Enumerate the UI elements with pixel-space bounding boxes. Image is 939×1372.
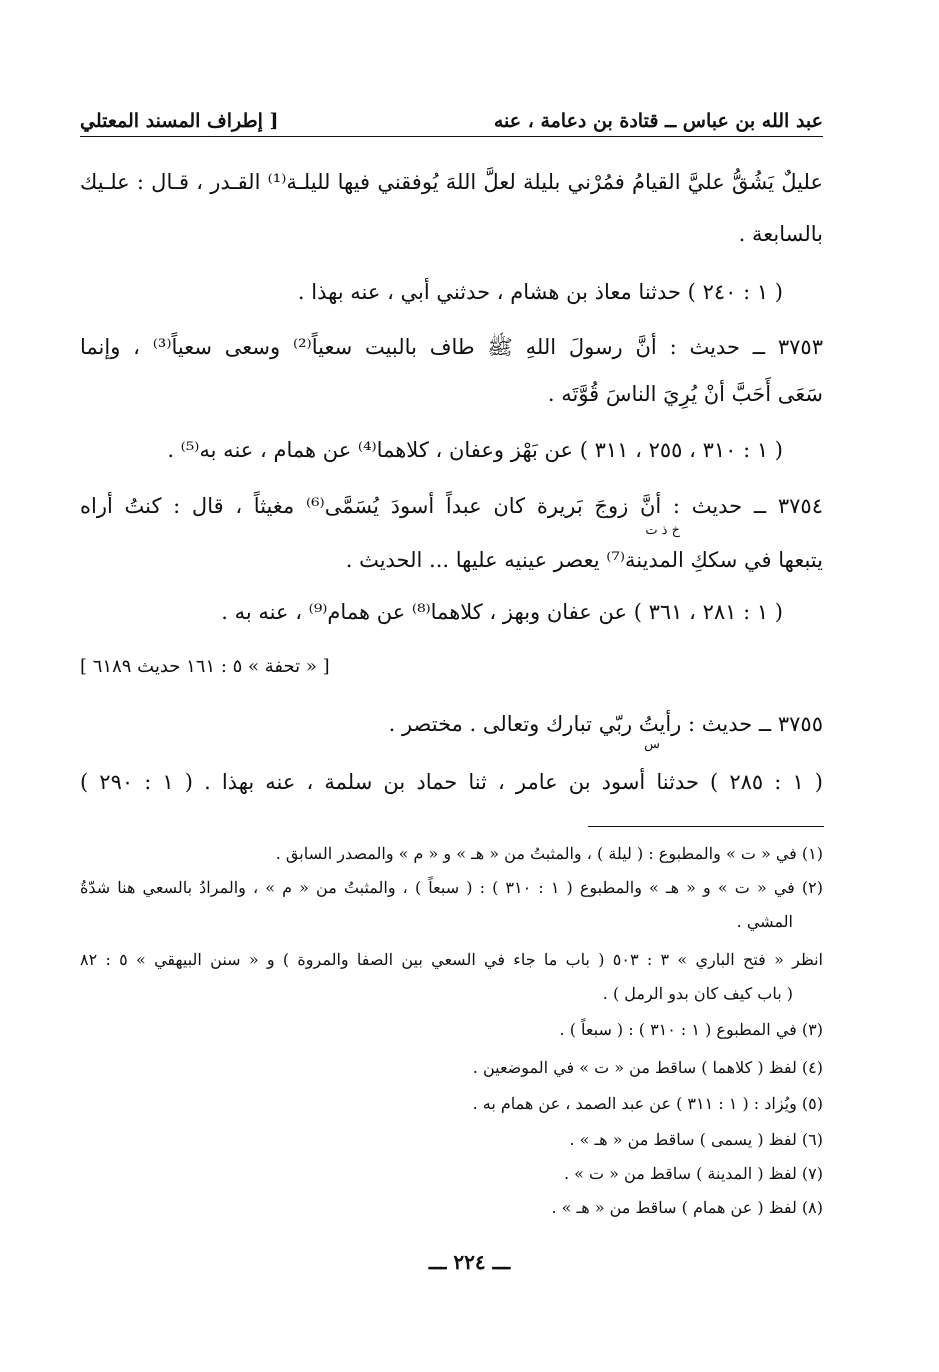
- marginal-gloss: خ ذ ت: [645, 523, 680, 538]
- text-line: سَعَى أَحَبَّ أنْ يُرِيَ الناسَ قُوَّتَه .: [547, 382, 823, 406]
- header-book-title: [ إطراف المسند المعتلي: [80, 110, 279, 132]
- tuhfa-reference: [ « تحفة » ٥ : ١٦١ حديث ٦١٨٩ ]: [80, 656, 330, 677]
- text-line: عليلٌ يَشُقُّ عليَّ القيامُ فمُرْني بليلة لعلَّ اللهَ يُوفقني فيها لليلـة⁽¹⁾ القـدر ، قـال : علـيك: [80, 170, 823, 194]
- text-line: بالسابعة .: [738, 222, 823, 246]
- isnad-line: ( ١ : ٢٨٥ ) حدثنا أسود بن عامر ، ثنا حماد بن سلمة ، عنه بهذا . ( ١ : ٢٩٠ ): [80, 770, 824, 794]
- footnote: (٣) في المطبوع ( ١ : ٣١٠ ) : ( سبعاً ) .: [559, 1020, 823, 1039]
- footnote: انظر « فتح الباري » ٣ : ٥٠٣ ( باب ما جاء في السعي بين الصفا والمروة ) و « سنن البيهقي » ٥ : ٨٢: [80, 950, 824, 969]
- hadith-3754-line: ٣٧٥٤ ــ حديث : أنَّ زوجَ بَريرة كان عبداً أسودَ يُسَمَّى⁽⁶⁾ مغيثاً ، قال : كنتُ أراه: [80, 494, 823, 518]
- footnote: (٧) لفظ ( المدينة ) ساقط من « ت » .: [563, 1164, 823, 1183]
- hadith-3755-line: ٣٧٥٥ ــ حديث : رأيتُ ربّي تبارك وتعالى . مختصر .: [388, 712, 823, 736]
- isnad-line: ( ١ : ٢٨١ ، ٣٦١ ) عن عفان وبهز ، كلاهما⁽⁸⁾ عن همام⁽⁹⁾ ، عنه به .: [221, 600, 783, 624]
- footnote: (٦) لفظ ( يسمى ) ساقط من « هـ » .: [569, 1130, 823, 1149]
- hadith-3753-line: ٣٧٥٣ ــ حديث : أنَّ رسولَ اللهِ ﷺ طاف بالبيت سعياً⁽²⁾ وسعى سعياً⁽³⁾ ، وإنما: [80, 335, 823, 359]
- page-number: ـــ ٢٢٤ ـــ: [428, 1250, 511, 1274]
- footnote: المشي .: [736, 912, 793, 931]
- footnote: (١) في « ت » والمطبوع : ( ليلة ) ، والمثبتُ من « هـ » و « م » والمصدر السابق .: [275, 844, 823, 863]
- footnote: (٥) ويُزاد : ( ١ : ٣١١ ) عن عبد الصمد ، عن همام به .: [472, 1094, 823, 1113]
- footnote: (٢) في « ت » و « هـ » والمطبوع ( ١ : ٣١٠ ) : ( سبعاً ) ، والمثبتُ من « م » ، والمرادُ بالسعي هنا شدّةُ: [80, 878, 824, 897]
- isnad-line: ( ١ : ٣١٠ ، ٢٥٥ ، ٣١١ ) عن بَهْز وعفان ، كلاهما⁽⁴⁾ عن همام ، عنه به⁽⁵⁾ .: [167, 438, 783, 462]
- footnote-rule: [588, 826, 824, 827]
- footnote: (٨) لفظ ( عن همام ) ساقط من « هـ » .: [551, 1198, 823, 1217]
- running-header: [80, 96, 823, 132]
- header-chapter-title: عبد الله بن عباس ــ قتادة بن دعامة ، عنه: [493, 110, 823, 132]
- isnad-line: ( ١ : ٢٤٠ ) حدثنا معاذ بن هشام ، حدثني أبي ، عنه بهذا .: [297, 280, 783, 304]
- text-line: يتبعها في سككِ المدينة⁽⁷⁾ يعصر عينيه عليها ... الحديث .: [345, 548, 823, 572]
- marginal-gloss: س: [644, 737, 660, 752]
- header-rule: [80, 136, 823, 137]
- footnote: (٤) لفظ ( كلاهما ) ساقط من « ت » في الموضعين .: [472, 1058, 823, 1077]
- footnote: ( باب كيف كان بدو الرمل ) .: [602, 984, 793, 1003]
